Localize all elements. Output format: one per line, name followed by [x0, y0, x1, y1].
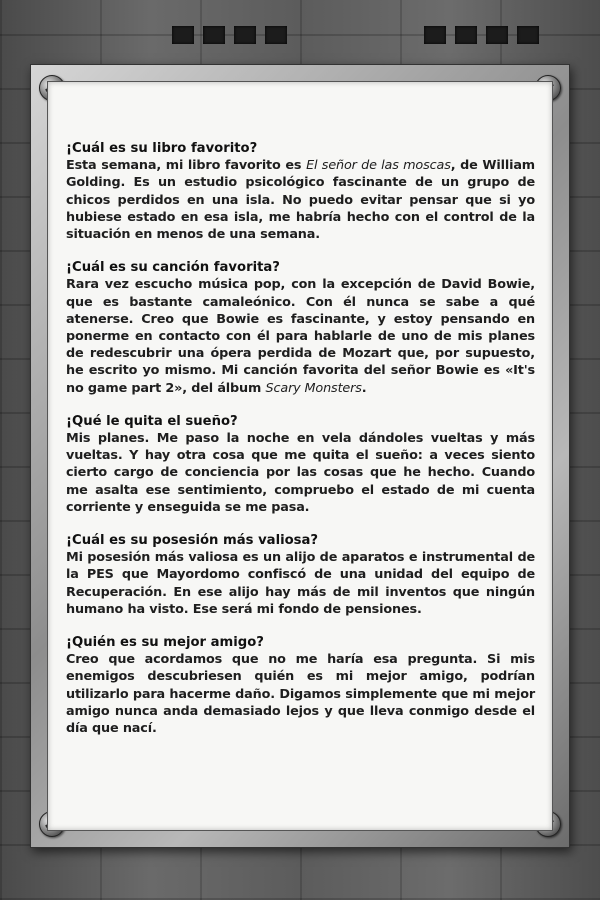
answer-text-part: Creo que acordamos que no me haría esa pregunta. Si mis enemigos descubriesen quién es mi mejor amigo, podrían utilizarlo para hacerme daño. Digamos simplemente que mi mejor amigo nunca anda demasiado lejos y que lleva conmigo desde el día que nací.: [66, 652, 535, 737]
answer-text-part: , de William Golding. Es un estudio psicológico fascinante de un grupo de chicos perdidos en una isla. No puedo evitar pensar que si yo hubiese estado en esa isla, me habría hecho con el control de la situación en menos de una semana.: [66, 158, 535, 243]
answer-text-part: Rara vez escucho música pop, con la excepción de David Bowie, que es bastante camaleónico. Con él nunca se sabe a qué atenerse. Creo que Bowie es fascinante, y estoy pensando en ponerme en contacto con él para hablarle de uno de mis planes de redescubrir una ópera perdida de Mozart que, por supuesto, he escrito yo mismo. Mi canción favorita del señor Bowie es «It's no game part 2», del álbum: [66, 277, 535, 396]
answer-text: [66, 549, 535, 618]
answer-text: [66, 157, 535, 243]
wall-vent-left: [172, 26, 287, 44]
answer-text: [66, 276, 535, 396]
qa-valuable-possession: [66, 532, 535, 618]
answer-text: [66, 430, 535, 516]
qa-sleepless: [66, 413, 535, 516]
interview-text: [66, 140, 535, 753]
question-heading: ¡Cuál es su canción favorita?: [66, 260, 280, 276]
answer-text-part: Mi posesión más valiosa es un alijo de aparatos e instrumental de la PES que Mayordomo confiscó de una unidad del equipo de Recuperación. En ese alijo hay más de mil inventos que ningún humano ha visto. Ese será mi fondo de pensiones.: [66, 550, 535, 617]
qa-best-friend: [66, 634, 535, 737]
album-title: Scary Monsters: [265, 380, 362, 396]
answer-text: [66, 651, 535, 737]
book-title: El señor de las moscas: [306, 158, 451, 174]
wall-vent-right: [424, 26, 539, 44]
plaque: [47, 81, 553, 831]
question-heading: ¡Cuál es su posesión más valiosa?: [66, 533, 319, 549]
answer-text-part: .: [361, 380, 367, 396]
question-heading: ¡Qué le quita el sueño?: [66, 413, 238, 429]
question-heading: ¡Quién es su mejor amigo?: [66, 635, 264, 651]
answer-text-part: Mis planes. Me paso la noche en vela dándoles vueltas y más vueltas. Y hay otra cosa que me quita el sueño: a veces siento cierto cargo de conciencia por las cosas que he hecho. Cuando me asalta ese sentimiento, compruebo el estado de mi cuenta corriente y enseguida se me pasa.: [66, 431, 535, 515]
question-heading: ¡Cuál es su libro favorito?: [66, 141, 258, 156]
qa-favorite-song: [66, 259, 535, 397]
plaque-frame: [30, 64, 570, 848]
qa-favorite-book: [66, 140, 535, 243]
answer-text-part: Esta semana, mi libro favorito es: [66, 158, 307, 174]
